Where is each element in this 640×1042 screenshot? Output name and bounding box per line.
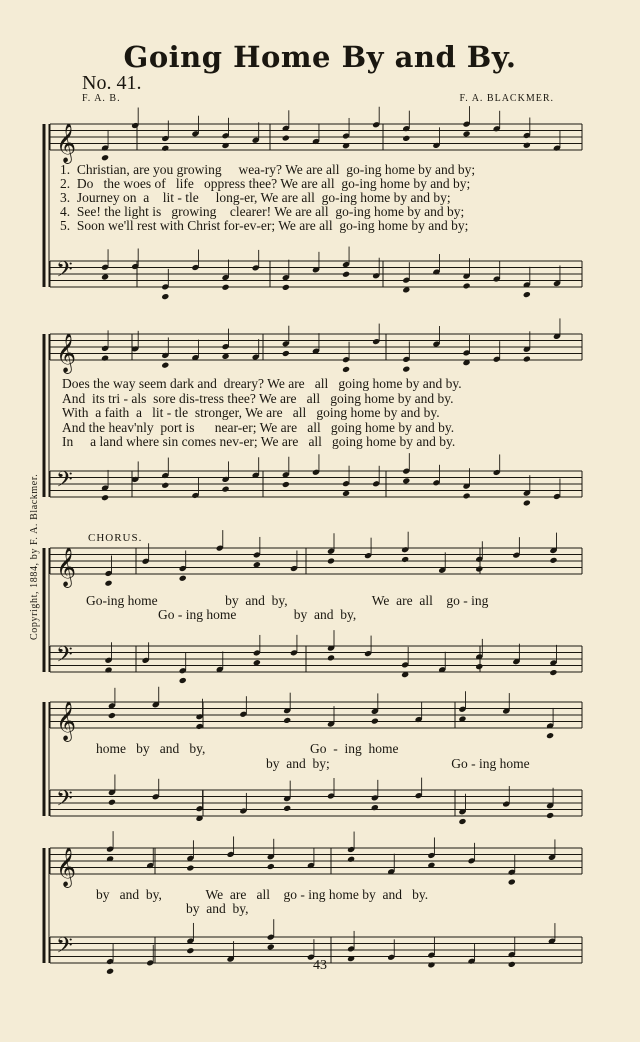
system-1-bass-note bbox=[342, 271, 350, 278]
system-2-bass-note bbox=[402, 477, 410, 484]
system-2-bass-note bbox=[101, 494, 109, 501]
system-3-treble-note bbox=[549, 557, 557, 564]
system-3-treble-staff bbox=[50, 548, 582, 574]
system-4-bass-staff bbox=[50, 790, 582, 816]
chorus-lyric-1-upper: Go-ing home by and by, We are all go - ing bbox=[86, 593, 489, 608]
system-3-bass-staff bbox=[50, 646, 582, 672]
chorus-lyric-3-upper: by and by, We are all go - ing home by and by. bbox=[96, 887, 429, 902]
system-3-bass-note bbox=[549, 669, 557, 676]
system-1-bass-note bbox=[222, 284, 230, 291]
system-3-treble-note bbox=[475, 566, 483, 573]
system-4-treble-note bbox=[108, 712, 116, 719]
system-2-treble-note bbox=[101, 355, 109, 362]
system-2-treble-staff bbox=[50, 334, 582, 360]
system-5-treble-note bbox=[267, 863, 275, 870]
chorus-label: CHORUS. bbox=[88, 532, 143, 544]
system-5-treble-note bbox=[186, 865, 194, 872]
verse-5-line-1: 5. Soon we'll rest with Christ for-ev-er; We are all go-ing home by and by; bbox=[60, 218, 469, 233]
system-2-treble-note bbox=[402, 366, 410, 373]
verse-2-line-1: 2. Do the woes of life oppress thee? We are all go-ing home by and by; bbox=[60, 176, 471, 191]
system-2-bass-note bbox=[222, 486, 230, 493]
bass-clef-icon: 𝄢 bbox=[56, 467, 73, 498]
verse-4-line-2: And the heav'nly port is near-er; We are all going home by and by. bbox=[62, 420, 455, 435]
system-4-treble-note bbox=[283, 717, 291, 724]
system-2-bass-note bbox=[523, 499, 531, 506]
bass-clef-icon: 𝄢 bbox=[56, 642, 73, 673]
system-3-bass-note bbox=[179, 677, 187, 684]
verse-3-line-1: 3. Journey on a lit - tle long-er, We are all go-ing home by and by; bbox=[60, 190, 451, 205]
words-credit: F. A. B. bbox=[82, 93, 121, 104]
verse-5-line-2: In a land where sin comes nev-er; We are all going home by and by. bbox=[62, 434, 456, 449]
bass-clef-icon: 𝄢 bbox=[56, 933, 73, 964]
treble-clef-icon: 𝄞 bbox=[56, 123, 77, 163]
system-1-bass-note bbox=[402, 286, 410, 293]
system-2-bass-staff bbox=[50, 471, 582, 497]
system-3-treble-note bbox=[401, 556, 409, 563]
treble-clef-icon: 𝄞 bbox=[56, 847, 77, 887]
chorus-lyric-1-lower: Go - ing home by and by, bbox=[158, 607, 357, 622]
system-2-treble-note bbox=[342, 366, 350, 373]
system-4-bass-note bbox=[371, 804, 379, 811]
music-credit: F. A. BLACKMER. bbox=[459, 93, 554, 104]
chorus-lyric-2-upper: home by and by, Go - ing home bbox=[96, 741, 399, 756]
system-5-treble-note bbox=[347, 856, 355, 863]
system-1-bass-note bbox=[161, 293, 169, 300]
system-3-bass-note bbox=[475, 663, 483, 670]
system-2-treble-note bbox=[282, 350, 290, 357]
system-4-bass-note bbox=[108, 799, 116, 806]
system-2-bass-note bbox=[342, 490, 350, 497]
system-2-treble-note bbox=[161, 362, 169, 369]
system-1-bass-note bbox=[282, 284, 290, 291]
system-5-treble-note bbox=[508, 879, 516, 886]
system-5-bass-note bbox=[186, 947, 194, 954]
system-4-treble-staff bbox=[50, 702, 582, 728]
verse-4-line-1: 4. See! the light is growing clearer! We are all go-ing home by and by; bbox=[60, 204, 465, 219]
system-1-bass-note bbox=[523, 291, 531, 298]
system-4-treble-note bbox=[371, 718, 379, 725]
system-3-bass-note bbox=[327, 654, 335, 661]
verse-3-line-2: With a faith a lit - tle stronger, We are all going home by and by. bbox=[62, 405, 440, 420]
system-1-treble-note bbox=[402, 135, 410, 142]
system-4-treble-note bbox=[546, 732, 554, 739]
treble-clef-icon: 𝄞 bbox=[56, 333, 77, 373]
chorus-lyric-3-lower: by and by, bbox=[186, 901, 249, 916]
system-4-bass-note bbox=[283, 805, 291, 812]
system-2-bass-note bbox=[463, 492, 471, 499]
bass-clef-icon: 𝄢 bbox=[56, 257, 73, 288]
page-number: 43 bbox=[313, 958, 327, 973]
system-4-bass-note bbox=[546, 812, 554, 819]
treble-clef-icon: 𝄞 bbox=[56, 701, 77, 741]
system-1-bass-note bbox=[463, 282, 471, 289]
verse-1-line-2: Does the way seem dark and dreary? We are all going home by and by. bbox=[62, 376, 462, 391]
system-2-bass-note bbox=[282, 481, 290, 488]
hymn-title: Going Home By and By. bbox=[123, 40, 517, 74]
system-4-treble-note bbox=[195, 723, 203, 730]
system-1-treble-note bbox=[161, 145, 169, 152]
copyright-notice: Copyright, 1884, by F. A. Blackmer. bbox=[29, 473, 40, 640]
treble-clef-icon: 𝄞 bbox=[56, 547, 77, 587]
system-3-treble-note bbox=[327, 557, 335, 564]
system-3-bass-note bbox=[104, 666, 112, 673]
system-1-treble-staff bbox=[50, 124, 582, 150]
system-1-treble-note bbox=[463, 130, 471, 137]
system-3-treble-note bbox=[179, 575, 187, 582]
system-1-treble-note bbox=[282, 135, 290, 142]
system-1-treble-note bbox=[101, 154, 109, 161]
verse-1-line-1: 1. Christian, are you growing wea-ry? We are all go-ing home by and by; bbox=[60, 162, 476, 177]
system-4-bass-note bbox=[458, 818, 466, 825]
chorus-lyric-2-lower: by and by; Go - ing home bbox=[266, 756, 530, 771]
system-5-treble-staff bbox=[50, 848, 582, 874]
system-2-bass-note bbox=[161, 482, 169, 489]
system-3-treble-note bbox=[104, 580, 112, 587]
system-1-treble-note bbox=[523, 142, 531, 149]
hymn-number: No. 41. bbox=[82, 72, 142, 94]
system-1-bass-staff bbox=[50, 261, 582, 287]
system-1-bass-note bbox=[101, 273, 109, 280]
system-2-treble-note bbox=[523, 356, 531, 363]
system-5-bass-note bbox=[267, 943, 275, 950]
bass-clef-icon: 𝄢 bbox=[56, 786, 73, 817]
verse-2-line-2: And its tri - als sore dis-tress thee? We are all going home by and by. bbox=[62, 391, 454, 406]
